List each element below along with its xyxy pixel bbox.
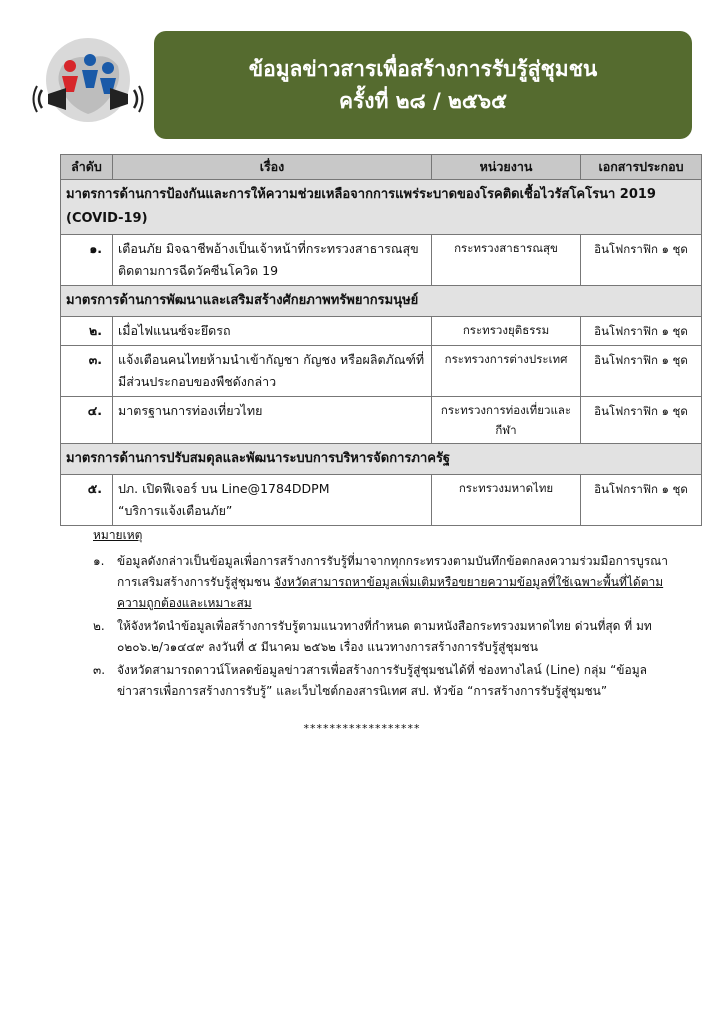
section-row [61, 286, 702, 317]
row-subject: มาตรฐานการท่องเที่ยวไทย [113, 397, 432, 444]
notes-section [93, 526, 683, 704]
note-text: จังหวัดสามารถดาวน์โหลดข้อมูลข่าวสารเพื่อสร้างการรับรู้สู่ชุมชนได้ที่ ช่องทางไลน์ (Line) กลุ่ม “ข้อมูลข่าวสารเพื่อการสร้างการรับรู้” และเว็บไซต์กองสารนิเทศ สป. หัวข้อ “การสร้างการรับรู้สู่ชุมชน” [117, 663, 647, 698]
note-text-underlined: จังหวัดสามารถหาข้อมูลเพิ่มเติมหรือขยายความข้อมูลที่ใช้เฉพาะพื้นที่ได้ตามความถูกต้องและเหมาะสม [117, 575, 664, 610]
note-item [93, 616, 683, 658]
row-subject-line: ปภ. เปิดฟีเจอร์ บน Line@1784DDPM [118, 481, 330, 496]
title-line-1: ข้อมูลข่าวสารเพื่อสร้างการรับรู้สู่ชุมชน [248, 57, 598, 81]
section-row [61, 444, 702, 475]
table-header-row [61, 155, 702, 180]
title-line-2: ครั้งที่ ๒๘ / ๒๕๖๕ [338, 89, 508, 113]
row-agency: กระทรวงการท่องเที่ยวและกีฬา [432, 397, 581, 444]
row-subject: เตือนภัย มิจฉาชีพอ้างเป็นเจ้าหน้าที่กระทรวงสาธารณสุข ติดตามการฉีดวัคซีนโควิด 19 [113, 235, 432, 286]
row-document: อินโฟกราฟิก ๑ ชุด [581, 397, 702, 444]
row-document: อินโฟกราฟิก ๑ ชุด [581, 346, 702, 397]
table-row [61, 397, 702, 444]
row-number: ๓. [61, 346, 113, 397]
row-agency: กระทรวงมหาดไทย [432, 475, 581, 526]
col-header-document: เอกสารประกอบ [581, 155, 702, 180]
ministry-logo [32, 36, 144, 128]
row-agency: กระทรวงยุติธรรม [432, 317, 581, 346]
col-header-order: ลำดับ [61, 155, 113, 180]
row-document: อินโฟกราฟิก ๑ ชุด [581, 235, 702, 286]
row-subject [113, 475, 432, 526]
row-subject-line: “บริการแจ้งเตือนภัย” [118, 503, 233, 518]
col-header-subject: เรื่อง [113, 155, 432, 180]
row-number: ๒. [61, 317, 113, 346]
section-title: มาตรการด้านการพัฒนาและเสริมสร้างศักยภาพทรัพยากรมนุษย์ [61, 286, 702, 317]
row-subject: เมื่อไฟแนนซ์จะยึดรถ [113, 317, 432, 346]
title-banner [154, 31, 692, 139]
note-number: ๑. [93, 554, 105, 568]
note-item [93, 551, 683, 614]
row-agency: กระทรวงการต่างประเทศ [432, 346, 581, 397]
table-row [61, 346, 702, 397]
table-row [61, 235, 702, 286]
note-item [93, 660, 683, 702]
note-number: ๓. [93, 663, 106, 677]
row-subject: แจ้งเตือนคนไทยห้ามนำเข้ากัญชา กัญชง หรือผลิตภัณฑ์ที่มีส่วนประกอบของพืชดังกล่าว [113, 346, 432, 397]
section-row [61, 180, 702, 235]
notes-header: หมายเหตุ [93, 528, 143, 542]
section-title: มาตรการด้านการปรับสมดุลและพัฒนาระบบการบริหารจัดการภาครัฐ [61, 444, 702, 475]
note-text: ข้อมูลดังกล่าวเป็นข้อมูลเพื่อการสร้างการรับรู้ที่มาจากทุกกระทรวงตามบันทึกข้อตกลงความร่วมมือการบูรณาการเสริมสร้างการรับรู้สู่ชุมชน [117, 554, 669, 589]
col-header-agency: หน่วยงาน [432, 155, 581, 180]
row-document: อินโฟกราฟิก ๑ ชุด [581, 475, 702, 526]
table-row [61, 475, 702, 526]
table-row [61, 317, 702, 346]
row-agency: กระทรวงสาธารณสุข [432, 235, 581, 286]
row-number: ๕. [61, 475, 113, 526]
row-number: ๔. [61, 397, 113, 444]
note-text: ให้จังหวัดนำข้อมูลเพื่อสร้างการรับรู้ตามแนวทางที่กำหนด ตามหนังสือกระทรวงมหาดไทย ด่วนที่สุด ที่ มท ๐๒๐๖.๒/ว๑๔๔๙ ลงวันที่ ๕ มีนาคม ๒๕๖๒ เรื่อง แนวทางการสร้างการรับรู้สู่ชุมชน [117, 619, 652, 654]
news-table [60, 154, 702, 526]
row-document: อินโฟกราฟิก ๑ ชุด [581, 317, 702, 346]
note-number: ๒. [93, 619, 105, 633]
section-title: มาตรการด้านการป้องกันและการให้ความช่วยเหลือจากการแพร่ระบาดของโรคติดเชื้อไวรัสโคโรนา 2019 (COVID-19) [61, 180, 702, 235]
row-number: ๑. [61, 235, 113, 286]
notes-list [93, 551, 683, 702]
footer-stars: ****************** [303, 722, 421, 735]
